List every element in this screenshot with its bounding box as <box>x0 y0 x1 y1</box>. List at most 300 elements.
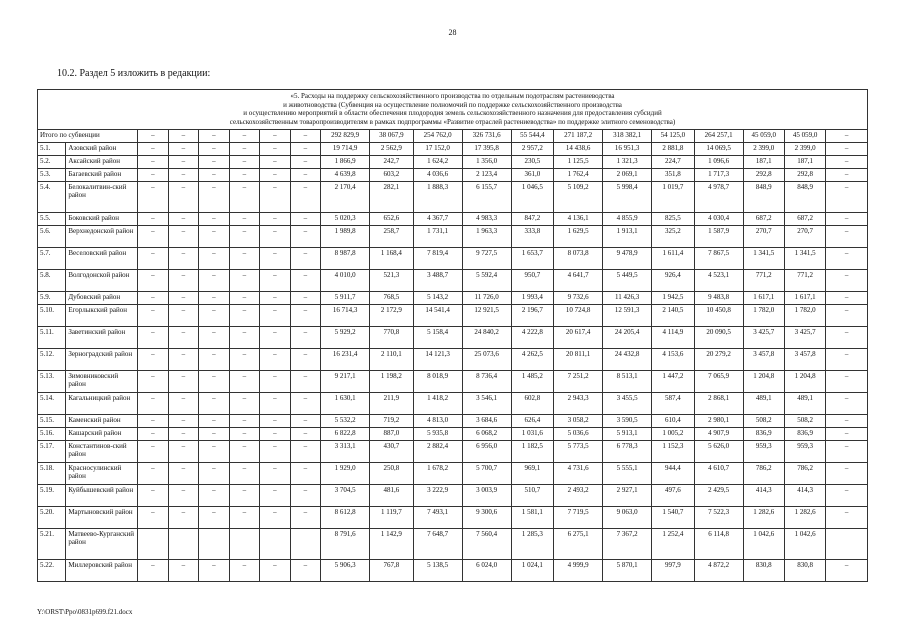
table-cell: 2 399,0 <box>784 142 825 155</box>
table-cell: 4 639,8 <box>321 168 370 181</box>
table-cell: 4 030,4 <box>694 212 743 225</box>
row-number: 5.2. <box>38 155 66 168</box>
table-cell: – <box>199 225 229 247</box>
table-cell: 3 488,7 <box>413 269 462 291</box>
table-cell: 1 963,3 <box>462 225 511 247</box>
table-cell: 9 732,6 <box>554 291 603 304</box>
table-cell: 2 069,1 <box>603 168 652 181</box>
table-cell: 1 019,7 <box>652 181 694 212</box>
table-cell: – <box>290 168 320 181</box>
table-cell: 16 231,4 <box>321 348 370 370</box>
table-cell: – <box>826 304 868 326</box>
table-cell: 24 432,8 <box>603 348 652 370</box>
table-cell: – <box>826 370 868 392</box>
table-cell: 414,3 <box>784 484 825 506</box>
table-cell: 5 449,5 <box>603 269 652 291</box>
table-cell: 9 063,0 <box>603 506 652 528</box>
table-cell: – <box>199 440 229 462</box>
table-cell: 4 114,9 <box>652 326 694 348</box>
table-cell: – <box>229 348 259 370</box>
table-cell: 4 907,9 <box>694 427 743 440</box>
table-cell: 10 450,8 <box>694 304 743 326</box>
table-cell: – <box>826 326 868 348</box>
total-cell: 55 544,4 <box>511 129 553 142</box>
table-cell <box>290 528 320 559</box>
table-cell: 224,7 <box>652 155 694 168</box>
table-cell: – <box>826 269 868 291</box>
table-cell: 521,3 <box>370 269 414 291</box>
table-cell: – <box>229 291 259 304</box>
district-name: Зимовниковский район <box>66 370 138 392</box>
table-row <box>38 506 868 528</box>
table-cell: 786,2 <box>784 462 825 484</box>
table-cell: – <box>260 155 290 168</box>
table-cell: – <box>826 142 868 155</box>
table-cell: 4 999,9 <box>554 559 603 581</box>
table-cell: 361,0 <box>511 168 553 181</box>
table-cell: – <box>138 247 168 269</box>
table-cell: 1 630,1 <box>321 392 370 414</box>
row-number: 5.11. <box>38 326 66 348</box>
table-cell: – <box>260 142 290 155</box>
table-cell: – <box>260 212 290 225</box>
table-cell: – <box>826 414 868 427</box>
table-cell: 1 762,4 <box>554 168 603 181</box>
table-cell: 17 152,0 <box>413 142 462 155</box>
table-cell: 1 587,9 <box>694 225 743 247</box>
table-row <box>38 348 868 370</box>
table-cell: 1 042,6 <box>784 528 825 559</box>
table-cell: – <box>168 326 198 348</box>
table-cell: 6 024,0 <box>462 559 511 581</box>
district-name: Белокалитвин-ский район <box>66 181 138 212</box>
table-cell: 8 791,6 <box>321 528 370 559</box>
table-cell: 1 581,1 <box>511 506 553 528</box>
table-cell: 9 483,8 <box>694 291 743 304</box>
table-cell: – <box>168 506 198 528</box>
table-cell: 1 653,7 <box>511 247 553 269</box>
table-cell: 848,9 <box>743 181 784 212</box>
table-cell: – <box>229 181 259 212</box>
table-cell: – <box>290 225 320 247</box>
table-cell: 7 648,7 <box>413 528 462 559</box>
table-row <box>38 484 868 506</box>
table-cell: 3 003,9 <box>462 484 511 506</box>
table-cell: 282,1 <box>370 181 414 212</box>
table-cell: 767,8 <box>370 559 414 581</box>
table-cell: – <box>260 168 290 181</box>
table-cell: 1 198,2 <box>370 370 414 392</box>
table-cell: – <box>229 269 259 291</box>
total-cell: – <box>229 129 259 142</box>
table-cell: 24 205,4 <box>603 326 652 348</box>
table-cell: – <box>826 462 868 484</box>
table-cell: 12 921,5 <box>462 304 511 326</box>
table-cell: 20 279,2 <box>694 348 743 370</box>
table-row <box>38 247 868 269</box>
table-cell: 270,7 <box>784 225 825 247</box>
table-cell: – <box>826 168 868 181</box>
table-cell: 2 927,1 <box>603 484 652 506</box>
table-cell: – <box>138 168 168 181</box>
table-cell: – <box>290 370 320 392</box>
table-cell: – <box>826 440 868 462</box>
table-cell: – <box>168 291 198 304</box>
table-row <box>38 559 868 581</box>
table-cell: 7 251,2 <box>554 370 603 392</box>
table-cell: 16 714,3 <box>321 304 370 326</box>
table-cell: – <box>199 484 229 506</box>
table-cell: – <box>826 484 868 506</box>
table-cell: – <box>199 370 229 392</box>
table-cell: 7 065,9 <box>694 370 743 392</box>
table-cell: 9 217,1 <box>321 370 370 392</box>
table-cell: 2 123,4 <box>462 168 511 181</box>
table-cell: 1 152,3 <box>652 440 694 462</box>
table-cell: 1 341,5 <box>784 247 825 269</box>
table-cell: – <box>260 291 290 304</box>
total-cell: – <box>290 129 320 142</box>
table-cell: 8 736,4 <box>462 370 511 392</box>
table-cell: 5 870,1 <box>603 559 652 581</box>
table-cell: 1 942,5 <box>652 291 694 304</box>
table-cell: 1 678,2 <box>413 462 462 484</box>
table-cell: 497,6 <box>652 484 694 506</box>
table-cell: 292,8 <box>743 168 784 181</box>
total-cell: 45 059,0 <box>784 129 825 142</box>
table-cell: – <box>826 559 868 581</box>
table-cell: – <box>290 559 320 581</box>
table-cell: 5 935,8 <box>413 427 462 440</box>
table-cell: – <box>168 212 198 225</box>
table-cell: – <box>826 155 868 168</box>
table-cell: – <box>168 462 198 484</box>
table-cell: – <box>138 181 168 212</box>
district-name: Куйбышевский район <box>66 484 138 506</box>
table-cell: 5 913,1 <box>603 427 652 440</box>
table-cell: 7 367,2 <box>603 528 652 559</box>
table-cell: 7 493,1 <box>413 506 462 528</box>
table-cell: – <box>138 427 168 440</box>
row-number: 5.4. <box>38 181 66 212</box>
table-cell: – <box>229 168 259 181</box>
table-cell: 1 617,1 <box>784 291 825 304</box>
table-cell: – <box>260 370 290 392</box>
table-row <box>38 168 868 181</box>
table-cell: 11 426,3 <box>603 291 652 304</box>
table-cell: – <box>138 348 168 370</box>
district-name: Кагальницкий район <box>66 392 138 414</box>
table-cell: – <box>138 462 168 484</box>
row-number: 5.14. <box>38 392 66 414</box>
table-cell: 4 731,6 <box>554 462 603 484</box>
table-cell: – <box>199 142 229 155</box>
table-row <box>38 291 868 304</box>
total-cell: 54 125,0 <box>652 129 694 142</box>
table-cell: 25 073,6 <box>462 348 511 370</box>
row-number: 5.17. <box>38 440 66 462</box>
table-cell: – <box>138 392 168 414</box>
table-cell: 4 036,6 <box>413 168 462 181</box>
table-row <box>38 212 868 225</box>
table-cell: 1 611,4 <box>652 247 694 269</box>
table-cell: – <box>290 462 320 484</box>
table-cell: – <box>290 414 320 427</box>
table-cell: – <box>290 155 320 168</box>
table-cell: – <box>199 291 229 304</box>
table-cell: 1 624,2 <box>413 155 462 168</box>
table-cell: 1 252,4 <box>652 528 694 559</box>
table-cell: – <box>826 348 868 370</box>
table-cell: 510,7 <box>511 484 553 506</box>
table-cell: 3 455,5 <box>603 392 652 414</box>
table-cell: 292,8 <box>784 168 825 181</box>
table-cell: 481,6 <box>370 484 414 506</box>
row-number: 5.16. <box>38 427 66 440</box>
table-cell: 8 612,8 <box>321 506 370 528</box>
district-name: Кашарский район <box>66 427 138 440</box>
table-cell: – <box>826 225 868 247</box>
table-cell: 7 522,3 <box>694 506 743 528</box>
table-cell: 4 872,2 <box>694 559 743 581</box>
district-name: Аксайский район <box>66 155 138 168</box>
table-cell: 3 222,9 <box>413 484 462 506</box>
district-name: Багаевский район <box>66 168 138 181</box>
table-cell: – <box>290 348 320 370</box>
table-cell: 771,2 <box>743 269 784 291</box>
table-cell: 1 031,6 <box>511 427 553 440</box>
row-number: 5.18. <box>38 462 66 484</box>
table-cell: 1 782,0 <box>743 304 784 326</box>
table-cell: – <box>260 440 290 462</box>
table-cell: 830,8 <box>743 559 784 581</box>
table-cell: 610,4 <box>652 414 694 427</box>
table-cell: – <box>290 427 320 440</box>
table-cell: – <box>290 392 320 414</box>
table-cell: 1 356,0 <box>462 155 511 168</box>
total-cell: 271 187,2 <box>554 129 603 142</box>
table-cell: – <box>260 462 290 484</box>
total-cell: – <box>168 129 198 142</box>
district-name: Красносулинский район <box>66 462 138 484</box>
table-cell: – <box>229 427 259 440</box>
table-cell: – <box>138 291 168 304</box>
table-cell: 1 717,3 <box>694 168 743 181</box>
table-cell: – <box>138 414 168 427</box>
table-cell: 1 285,3 <box>511 528 553 559</box>
table-cell: – <box>138 440 168 462</box>
total-label: Итого по субвенции <box>38 129 138 142</box>
table-cell: 950,7 <box>511 269 553 291</box>
table-cell: 8 513,1 <box>603 370 652 392</box>
table-cell: 836,9 <box>784 427 825 440</box>
table-cell: 14 541,4 <box>413 304 462 326</box>
table-cell: 959,3 <box>784 440 825 462</box>
table-cell: – <box>138 155 168 168</box>
table-cell: 20 617,4 <box>554 326 603 348</box>
table-cell: – <box>199 392 229 414</box>
table-row <box>38 269 868 291</box>
table-cell: 969,1 <box>511 462 553 484</box>
table-cell: – <box>199 269 229 291</box>
table-cell: 414,3 <box>743 484 784 506</box>
row-number: 5.12. <box>38 348 66 370</box>
table-row <box>38 155 868 168</box>
table-cell: – <box>199 304 229 326</box>
total-cell: – <box>826 129 868 142</box>
table-cell: – <box>826 181 868 212</box>
table-cell: 5 929,2 <box>321 326 370 348</box>
table-cell: – <box>168 247 198 269</box>
table-cell <box>199 528 229 559</box>
table-cell: 997,9 <box>652 559 694 581</box>
table-cell: 430,7 <box>370 440 414 462</box>
table-cell: 719,2 <box>370 414 414 427</box>
table-cell: 5 998,4 <box>603 181 652 212</box>
table-cell: 3 546,1 <box>462 392 511 414</box>
table-cell: 836,9 <box>743 427 784 440</box>
row-number: 5.1. <box>38 142 66 155</box>
table-cell: – <box>138 304 168 326</box>
table-cell: 848,9 <box>784 181 825 212</box>
table-row <box>38 392 868 414</box>
table-cell: – <box>138 484 168 506</box>
table-cell: – <box>290 247 320 269</box>
table-cell: 16 951,3 <box>603 142 652 155</box>
district-name: Зерноградский район <box>66 348 138 370</box>
table-cell: 4 523,1 <box>694 269 743 291</box>
table-cell: – <box>168 155 198 168</box>
table-cell: – <box>168 392 198 414</box>
table-cell <box>168 528 198 559</box>
table-cell: – <box>199 462 229 484</box>
district-name: Боковский район <box>66 212 138 225</box>
table-cell: 1 888,3 <box>413 181 462 212</box>
district-name: Верхнедонской район <box>66 225 138 247</box>
district-name: Егорлыкский район <box>66 304 138 326</box>
table-cell: 1 929,0 <box>321 462 370 484</box>
table-cell: – <box>229 247 259 269</box>
table-cell: – <box>138 506 168 528</box>
table-row <box>38 304 868 326</box>
table-cell: – <box>199 212 229 225</box>
file-path-footer: Y:\ORST\Ppo\0831p699.f21.docx <box>37 608 133 616</box>
table-cell: – <box>229 304 259 326</box>
table-cell: 944,4 <box>652 462 694 484</box>
table-cell: 14 438,6 <box>554 142 603 155</box>
table-cell: – <box>168 168 198 181</box>
table-cell: 2 399,0 <box>743 142 784 155</box>
table-cell: – <box>229 326 259 348</box>
table-cell: 847,2 <box>511 212 553 225</box>
district-name: Константинов-ский район <box>66 440 138 462</box>
table-cell: 2 868,1 <box>694 392 743 414</box>
table-row <box>38 528 868 559</box>
table-cell: – <box>168 559 198 581</box>
caption-line: и осуществлению мероприятий в области обеспечения плодородия земель сельскохозяйственного назначения для предоставления субсидий <box>243 109 662 118</box>
table-cell: – <box>260 506 290 528</box>
table-cell: 1 447,2 <box>652 370 694 392</box>
table-cell: 5 138,5 <box>413 559 462 581</box>
row-number: 5.6. <box>38 225 66 247</box>
table-row <box>38 142 868 155</box>
table-cell: – <box>260 247 290 269</box>
table-cell: 1 782,0 <box>784 304 825 326</box>
table-cell: 7 867,5 <box>694 247 743 269</box>
table-cell: 687,2 <box>784 212 825 225</box>
table-cell: 768,5 <box>370 291 414 304</box>
table-cell: – <box>290 484 320 506</box>
table-cell: 242,7 <box>370 155 414 168</box>
table-cell: 187,1 <box>784 155 825 168</box>
row-number: 5.8. <box>38 269 66 291</box>
table-cell: 887,0 <box>370 427 414 440</box>
table-cell: 19 714,9 <box>321 142 370 155</box>
table-cell: 5 143,2 <box>413 291 462 304</box>
table-cell: 489,1 <box>784 392 825 414</box>
district-name: Каменский район <box>66 414 138 427</box>
table-cell: – <box>290 440 320 462</box>
table-cell: – <box>199 155 229 168</box>
table-cell: 8 987,8 <box>321 247 370 269</box>
table-cell: 4 262,5 <box>511 348 553 370</box>
table-cell: 1 913,1 <box>603 225 652 247</box>
table-cell: 1 629,5 <box>554 225 603 247</box>
table-cell: 2 562,9 <box>370 142 414 155</box>
table-cell: 1 005,2 <box>652 427 694 440</box>
table-cell: 1 866,9 <box>321 155 370 168</box>
table-cell: 9 478,9 <box>603 247 652 269</box>
table-cell: 3 425,7 <box>784 326 825 348</box>
section-heading: 10.2. Раздел 5 изложить в редакции: <box>57 68 211 79</box>
table-cell: – <box>260 484 290 506</box>
table-cell: – <box>260 269 290 291</box>
district-name: Миллеровский район <box>66 559 138 581</box>
table-cell: 5 555,1 <box>603 462 652 484</box>
table-cell: 4 367,7 <box>413 212 462 225</box>
table-cell: 7 819,4 <box>413 247 462 269</box>
table-cell: – <box>168 142 198 155</box>
table-cell <box>229 528 259 559</box>
table-cell: 258,7 <box>370 225 414 247</box>
table-cell: 9 727,5 <box>462 247 511 269</box>
table-cell: – <box>168 427 198 440</box>
table-cell: 3 058,2 <box>554 414 603 427</box>
table-cell: 6 068,2 <box>462 427 511 440</box>
table-row <box>38 225 868 247</box>
table-cell: 1 485,2 <box>511 370 553 392</box>
total-row <box>38 129 868 142</box>
table-cell: – <box>168 304 198 326</box>
table-cell: – <box>826 247 868 269</box>
table-cell: 2 196,7 <box>511 304 553 326</box>
table-cell: 5 532,2 <box>321 414 370 427</box>
table-cell: 12 591,3 <box>603 304 652 326</box>
table-cell: – <box>138 326 168 348</box>
row-number: 5.13. <box>38 370 66 392</box>
table-cell: – <box>260 427 290 440</box>
table-cell: 3 457,8 <box>743 348 784 370</box>
table-cell: 2 140,5 <box>652 304 694 326</box>
table-row <box>38 326 868 348</box>
total-cell: – <box>199 129 229 142</box>
district-name: Азовский район <box>66 142 138 155</box>
table-cell: 325,2 <box>652 225 694 247</box>
table-cell: 1 282,6 <box>743 506 784 528</box>
table-cell: 830,8 <box>784 559 825 581</box>
table-cell: – <box>290 269 320 291</box>
table-cell: – <box>229 506 259 528</box>
